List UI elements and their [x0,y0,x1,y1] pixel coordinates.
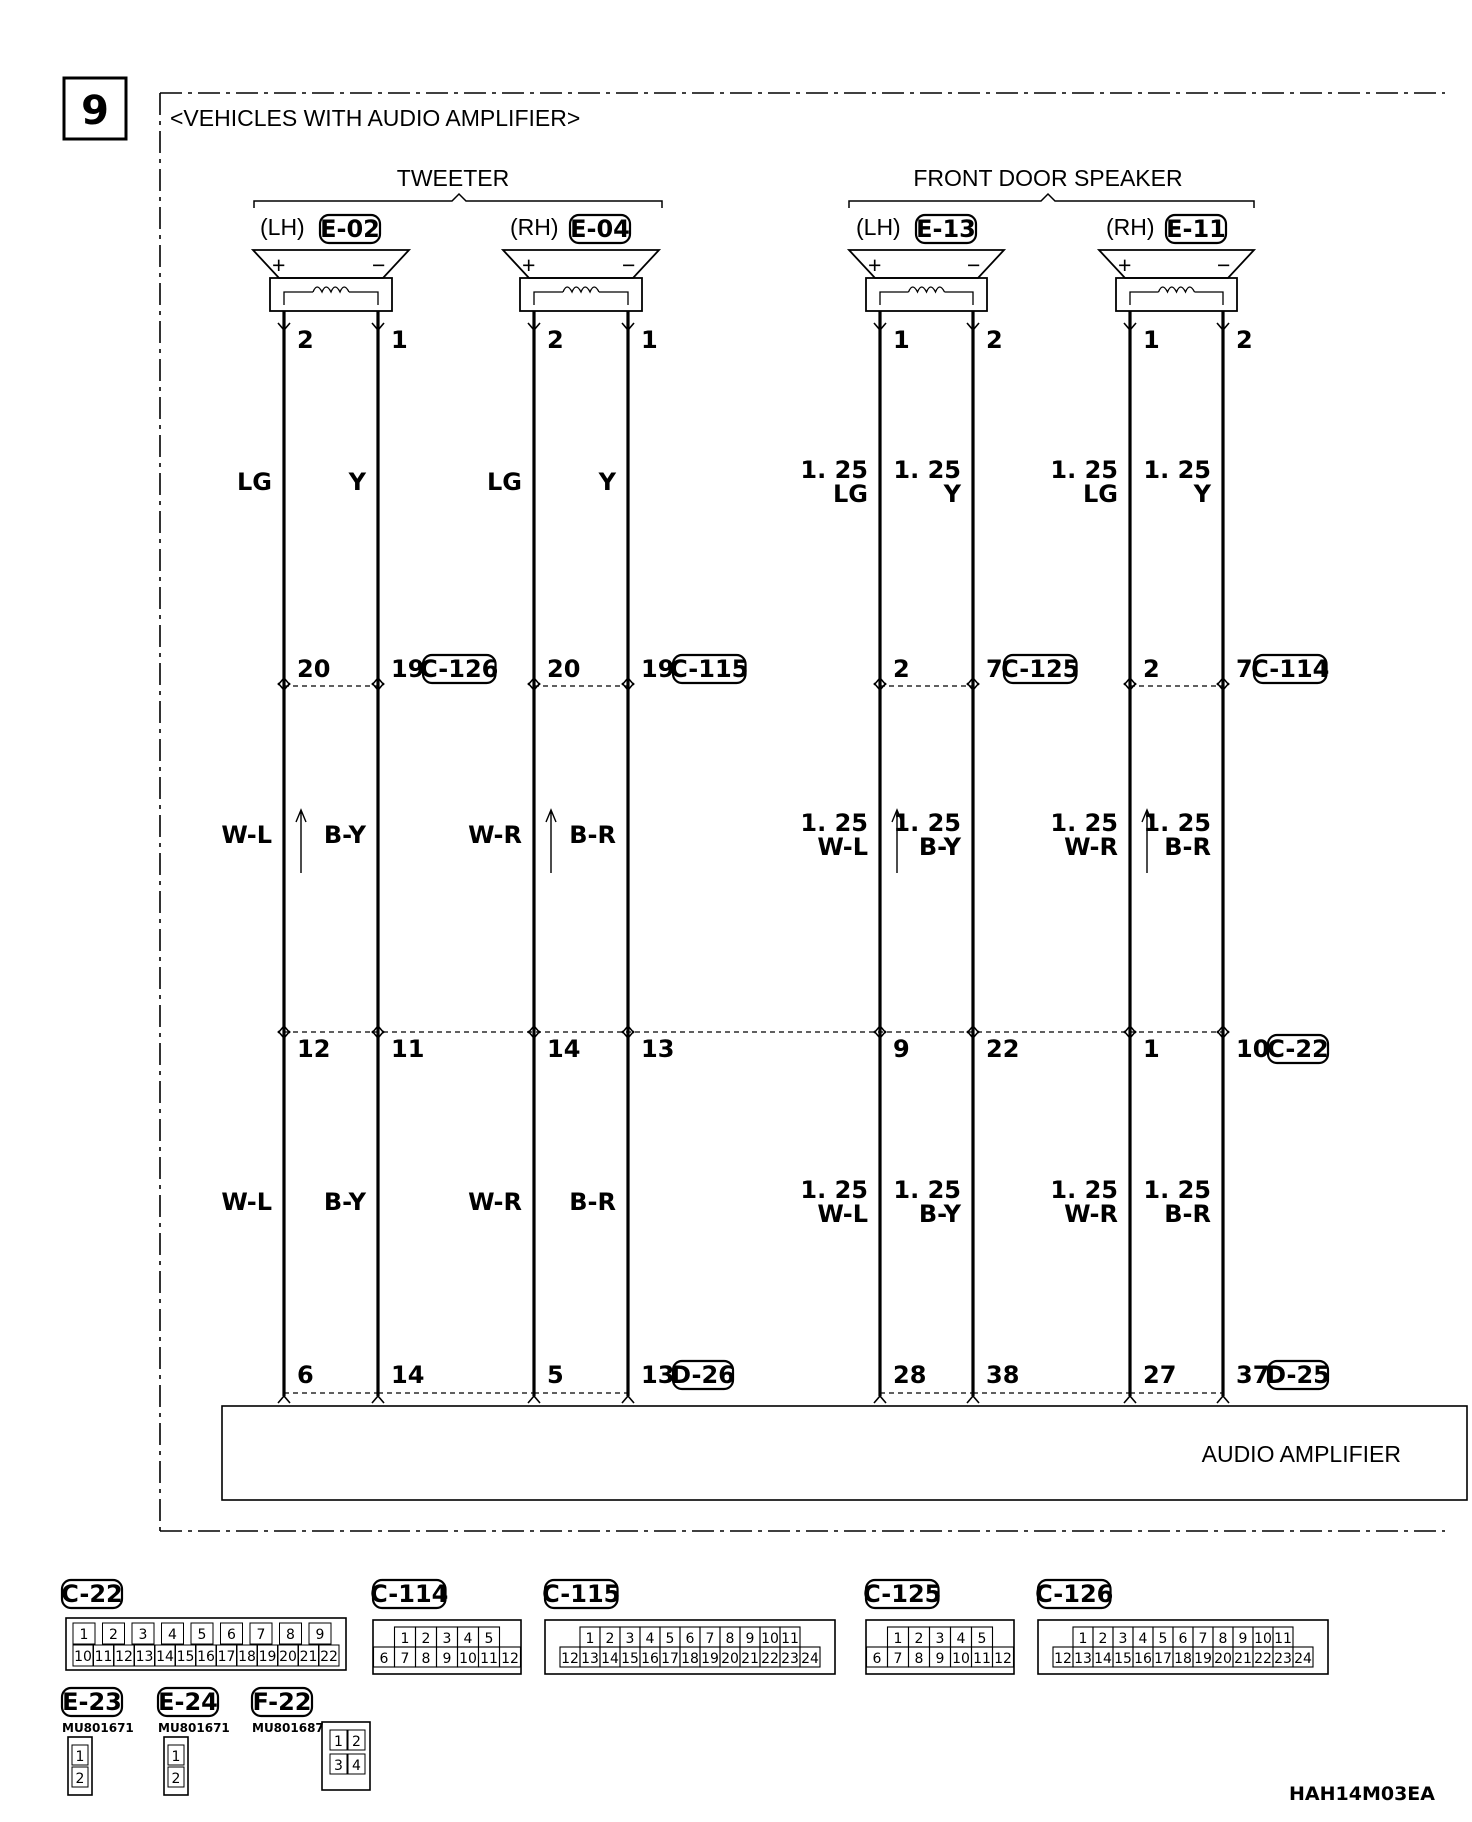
legend-pin: 14 [601,1651,619,1667]
amp-pin-left: 28 [893,1361,927,1389]
svg-text:C-22: C-22 [1267,1035,1329,1063]
legend-pin: 18 [238,1649,256,1665]
jc-pin-right: 19 [391,655,425,683]
legend-pin: 18 [1174,1651,1192,1667]
legend-pin: 6 [379,1651,389,1667]
amp-pin-left: 5 [547,1361,564,1389]
legend-pin: 6 [227,1627,236,1643]
jc-connector-label [1251,655,1329,683]
svg-text:C-126: C-126 [420,655,499,683]
svg-text:E-23: E-23 [62,1688,122,1716]
legend-pin: 10 [459,1651,477,1667]
signal-arrow-icon [296,810,306,873]
legend-pin: 7 [705,1631,715,1647]
speaker-plus-terminal: + [1118,252,1132,278]
legend-pin: 2 [421,1631,431,1647]
legend-pin: 8 [1218,1631,1228,1647]
speaker-pin-right: 1 [391,326,408,354]
speaker-pin-left: 1 [1143,326,1160,354]
legend-pin: 3 [334,1758,343,1774]
legend-pin: 2 [171,1771,181,1787]
wire-mid-gauge-right: 1. 25 [893,809,961,837]
legend-pin: 8 [725,1631,735,1647]
speaker-plus-terminal: + [272,252,286,278]
wire-bot-gauge-left: 1. 25 [800,1176,868,1204]
legend-connector-e-23 [62,1688,134,1795]
tweeter-bracket [254,194,662,208]
legend-pin: 3 [138,1627,148,1643]
legend-pin: 9 [745,1631,755,1647]
legend-connector-label [252,1688,312,1716]
svg-text:C-22: C-22 [61,1580,123,1608]
svg-text:C-115: C-115 [670,655,749,683]
legend-pin: 3 [625,1631,635,1647]
legend-pin: 16 [1134,1651,1152,1667]
section-number: 9 [81,88,109,134]
svg-text:D-25: D-25 [1266,1361,1330,1389]
jc-connector-label [670,655,748,683]
legend-part-number: MU801671 [158,1721,230,1735]
wire-top-gauge-left: 1. 25 [800,456,868,484]
legend-pin: 5 [484,1631,494,1647]
jc-pin-right: 7 [1236,655,1253,683]
legend-pin: 5 [1158,1631,1168,1647]
speaker-pin-right: 2 [1236,326,1253,354]
legend-pin: 1 [585,1631,595,1647]
speaker-side-label: (LH) [856,214,901,240]
wire-top-color-left: LG [1083,480,1118,508]
wire-mid-color-right: B-R [569,821,616,849]
legend-pin: 23 [781,1651,799,1667]
legend-connector-e-24 [158,1688,230,1795]
legend-pin: 21 [1234,1651,1252,1667]
legend-connector-label [863,1580,941,1608]
wire-bot-color-left: W-L [817,1200,868,1228]
wire-bot-gauge-left: 1. 25 [1050,1176,1118,1204]
wire-bot-color-left: W-R [468,1188,522,1216]
legend-pin: 4 [1138,1631,1148,1647]
wire-mid-color-left: W-L [221,821,272,849]
wire-top-color-right: Y [348,468,366,496]
amp-pin-right: 13 [641,1361,675,1389]
legend-pin: 12 [115,1649,133,1665]
legend-pin: 22 [761,1651,779,1667]
legend-pin: 20 [279,1649,297,1665]
speaker-side-label: (RH) [1106,214,1155,240]
legend-connector-c-125 [863,1580,1014,1674]
legend-pin: 19 [701,1651,719,1667]
legend-pin: 20 [1214,1651,1232,1667]
wire-mid-gauge-right: 1. 25 [1143,809,1211,837]
legend-pin: 16 [641,1651,659,1667]
speaker-circuit-e-02 [221,214,498,1403]
speaker-connector-label [570,215,630,243]
wire-mid-color-left: W-R [468,821,522,849]
legend-connector-label [1035,1580,1113,1608]
legend-pin: 5 [665,1631,675,1647]
amp-pin-right: 37 [1236,1361,1270,1389]
legend-connector-label [62,1688,122,1716]
legend-pin: 1 [75,1749,85,1765]
legend-pin: 11 [781,1631,799,1647]
speaker-pin-left: 1 [893,326,910,354]
legend-pin: 8 [914,1651,924,1667]
jc-pin-right: 19 [641,655,675,683]
wire-top-gauge-right: 1. 25 [1143,456,1211,484]
jc-pin-left: 2 [893,655,910,683]
legend-pin: 4 [463,1631,473,1647]
legend-pin: 15 [621,1651,639,1667]
jc-connector-label [1001,655,1079,683]
legend-pin: 4 [645,1631,655,1647]
svg-text:C-125: C-125 [863,1580,942,1608]
speaker-pin-left: 2 [547,326,564,354]
c22-pin-right: 22 [986,1035,1020,1063]
tweeter-group-label: TWEETER [396,165,510,191]
legend-pin: 21 [299,1649,318,1665]
legend-connector-label [542,1580,620,1608]
legend-connector-label [370,1580,448,1608]
speaker-minus-terminal: − [967,252,981,278]
legend-pin: 7 [893,1651,903,1667]
footer-code: HAH14M03EA [1289,1783,1435,1805]
legend-pin: 12 [994,1651,1012,1667]
legend-pin: 12 [1054,1651,1072,1667]
c22-connector-label [1267,1035,1329,1063]
legend-pin: 11 [480,1651,498,1667]
legend-pin: 1 [893,1631,903,1647]
c22-pin-right: 10 [1236,1035,1270,1063]
wire-top-color-left: LG [487,468,522,496]
legend-connector-c-22 [61,1580,346,1670]
coil-icon [563,287,599,292]
svg-text:D-26: D-26 [671,1361,735,1389]
signal-arrow-icon [1142,810,1152,873]
speaker-side-label: (LH) [260,214,305,240]
legend-pin: 24 [1294,1651,1312,1667]
wire-bot-color-right: B-R [1164,1200,1211,1228]
wire-bot-color-left: W-R [1064,1200,1118,1228]
speaker-side-label: (RH) [510,214,559,240]
svg-text:F-22: F-22 [252,1688,312,1716]
legend-pin: 2 [75,1771,85,1787]
amp-pin-left: 6 [297,1361,314,1389]
legend-pin: 1 [1078,1631,1088,1647]
wire-mid-color-left: W-R [1064,833,1118,861]
amp-pin-right: 14 [391,1361,425,1389]
legend-pin: 9 [442,1651,452,1667]
legend-connector-c-115 [542,1580,835,1674]
c22-pin-left: 1 [1143,1035,1160,1063]
legend-pin: 9 [315,1627,325,1643]
legend-pin: 3 [935,1631,945,1647]
legend-pin: 13 [135,1649,154,1665]
front-door-group-label: FRONT DOOR SPEAKER [913,165,1183,191]
svg-text:C-114: C-114 [1251,655,1330,683]
legend-pin: 12 [501,1651,519,1667]
legend-pin: 5 [977,1631,987,1647]
speaker-pin-right: 1 [641,326,658,354]
legend-pin: 4 [956,1631,966,1647]
legend-connector-label [61,1580,123,1608]
legend-pin: 7 [256,1627,266,1643]
legend-pin: 14 [156,1649,174,1665]
legend-pin: 6 [685,1631,695,1647]
svg-text:E-11: E-11 [1166,215,1226,243]
wire-top-gauge-left: 1. 25 [1050,456,1118,484]
legend-pin: 4 [352,1758,361,1774]
legend-pin: 8 [421,1651,431,1667]
front-door-bracket [849,194,1254,208]
legend-pin: 15 [1114,1651,1132,1667]
svg-text:E-24: E-24 [158,1688,218,1716]
legend-pin: 1 [334,1734,343,1750]
legend-pin: 2 [914,1631,924,1647]
legend-pin: 2 [352,1734,361,1750]
legend-pin: 24 [801,1651,819,1667]
c22-pin-right: 11 [391,1035,425,1063]
wire-mid-color-right: B-Y [918,833,961,861]
legend-pin: 17 [1154,1651,1172,1667]
legend-pin: 4 [168,1627,177,1643]
legend-pin: 10 [952,1651,970,1667]
wire-mid-color-right: B-R [1164,833,1211,861]
wire-mid-gauge-left: 1. 25 [1050,809,1118,837]
svg-text:E-04: E-04 [570,215,630,243]
legend-pin: 9 [1238,1631,1248,1647]
svg-text:C-114: C-114 [370,1580,449,1608]
legend-connector-c-126 [1035,1580,1328,1674]
legend-pin: 16 [197,1649,215,1665]
wire-top-color-right: Y [598,468,616,496]
coil-icon [909,287,945,292]
legend-pin: 19 [258,1649,277,1665]
signal-arrow-icon [892,810,902,873]
legend-pin: 13 [581,1651,599,1667]
legend-pin: 8 [286,1627,295,1643]
legend-pin: 11 [1274,1631,1292,1647]
wire-bot-color-left: W-L [221,1188,272,1216]
legend-pin: 9 [935,1651,945,1667]
wire-bot-gauge-right: 1. 25 [1143,1176,1211,1204]
legend-pin: 22 [320,1649,338,1665]
legend-pin: 17 [217,1649,236,1665]
amp-pin-right: 38 [986,1361,1020,1389]
wire-mid-gauge-left: 1. 25 [800,809,868,837]
wire-bot-color-right: B-Y [918,1200,961,1228]
speaker-pin-right: 2 [986,326,1003,354]
legend-pin: 7 [400,1651,410,1667]
legend-pin: 2 [1098,1631,1108,1647]
condition-label: <VEHICLES WITH AUDIO AMPLIFIER> [170,105,581,131]
speaker-connector-label [320,215,380,243]
svg-text:C-126: C-126 [1035,1580,1114,1608]
legend-part-number: MU801687 [252,1721,324,1735]
legend-pin: 13 [1074,1651,1092,1667]
wire-top-color-left: LG [833,480,868,508]
speaker-connector-label [1166,215,1226,243]
jc-pin-left: 20 [547,655,581,683]
legend-pin: 21 [741,1651,759,1667]
legend-pin: 23 [1274,1651,1292,1667]
legend-connector-f-22 [252,1688,370,1790]
speaker-connector-label [916,215,976,243]
legend-pin: 3 [1118,1631,1128,1647]
svg-text:E-13: E-13 [916,215,976,243]
speaker-pin-left: 2 [297,326,314,354]
legend-pin: 3 [442,1631,452,1647]
legend-pin: 10 [1254,1631,1272,1647]
wire-mid-color-right: B-Y [323,821,366,849]
c22-pin-left: 14 [547,1035,581,1063]
legend-pin: 12 [561,1651,579,1667]
wire-bot-color-right: B-Y [323,1188,366,1216]
svg-text:C-115: C-115 [542,1580,621,1608]
speaker-plus-terminal: + [522,252,536,278]
audio-amplifier-label: AUDIO AMPLIFIER [1201,1441,1401,1467]
svg-text:E-02: E-02 [320,215,380,243]
legend-pin: 19 [1194,1651,1212,1667]
wire-top-color-right: Y [1193,480,1211,508]
coil-icon [313,287,349,292]
speaker-minus-terminal: − [622,252,636,278]
wire-top-color-left: LG [237,468,272,496]
legend-pin: 1 [79,1627,89,1643]
legend-part-number: MU801671 [62,1721,134,1735]
c22-pin-right: 13 [641,1035,675,1063]
legend-pin: 17 [661,1651,679,1667]
legend-pin: 18 [681,1651,699,1667]
speaker-circuit-e-13 [800,214,1079,1403]
jc-pin-left: 2 [1143,655,1160,683]
c22-pin-left: 12 [297,1035,331,1063]
legend-pin: 2 [109,1627,118,1643]
wire-bot-color-right: B-R [569,1188,616,1216]
coil-icon [1159,287,1195,292]
jc-pin-left: 20 [297,655,331,683]
signal-arrow-icon [546,810,556,873]
c22-pin-left: 9 [893,1035,910,1063]
jc-pin-right: 7 [986,655,1003,683]
wire-top-color-right: Y [943,480,961,508]
legend-pin: 10 [74,1649,92,1665]
speaker-minus-terminal: − [372,252,386,278]
wire-bot-gauge-right: 1. 25 [893,1176,961,1204]
legend-pin: 14 [1094,1651,1112,1667]
amp-pin-left: 27 [1143,1361,1177,1389]
legend-pin: 1 [171,1749,181,1765]
legend-connector-c-114 [370,1580,521,1674]
jc-connector-label [420,655,498,683]
speaker-plus-terminal: + [868,252,882,278]
speaker-circuit-e-11 [1050,214,1329,1403]
wire-top-gauge-right: 1. 25 [893,456,961,484]
amp-connector-label [1266,1361,1330,1389]
legend-pin: 11 [973,1651,991,1667]
speaker-circuit-e-04 [468,214,748,1403]
legend-pin: 2 [605,1631,615,1647]
legend-pin: 22 [1254,1651,1272,1667]
legend-pin: 5 [197,1627,207,1643]
legend-pin: 15 [176,1649,195,1665]
svg-text:C-125: C-125 [1001,655,1080,683]
wire-mid-color-left: W-L [817,833,868,861]
legend-pin: 11 [94,1649,113,1665]
legend-connector-label [158,1688,218,1716]
legend-pin: 7 [1198,1631,1208,1647]
amp-connector-label [671,1361,735,1389]
legend-pin: 6 [872,1651,882,1667]
legend-pin: 6 [1178,1631,1188,1647]
speaker-minus-terminal: − [1217,252,1231,278]
legend-pin: 20 [721,1651,739,1667]
legend-pin: 10 [761,1631,779,1647]
legend-pin: 1 [400,1631,410,1647]
